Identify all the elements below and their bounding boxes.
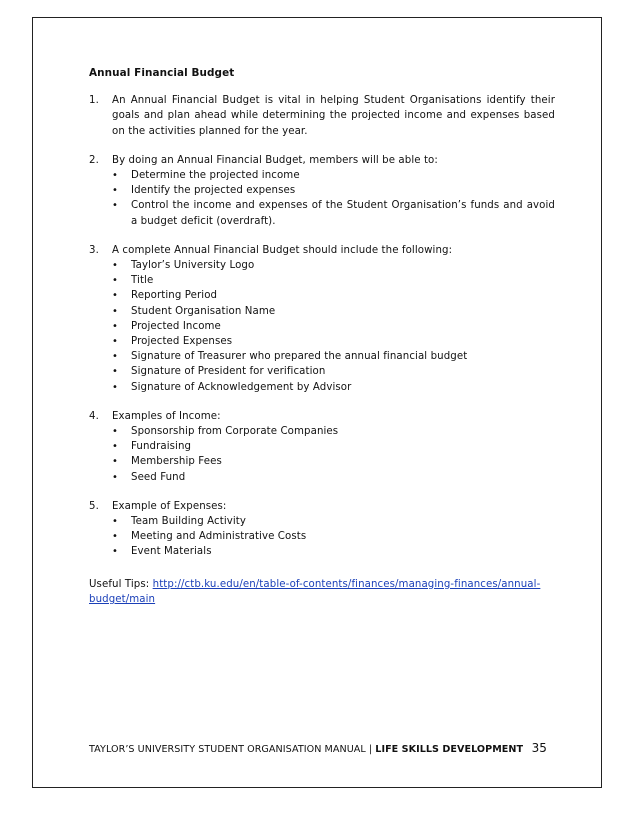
bullet-item — [112, 349, 555, 364]
bullet-text: Meeting and Administrative Costs — [131, 531, 307, 543]
numbered-section — [89, 243, 555, 395]
bullet-item — [112, 470, 555, 485]
bullet-item — [112, 183, 555, 198]
bullet-text: Determine the projected income — [131, 170, 300, 182]
bullet-text: Identify the projected expenses — [131, 185, 296, 197]
document-heading: Annual Financial Budget — [89, 67, 235, 79]
bullet-icon: • — [112, 546, 118, 558]
bullet-text: Taylor’s University Logo — [131, 260, 255, 272]
bullet-list — [89, 168, 555, 229]
bullet-text: Signature of Acknowledgement by Advisor — [131, 381, 352, 393]
bullet-text: Signature of President for verification — [131, 366, 326, 378]
bullet-item — [112, 364, 555, 379]
bullet-icon: • — [112, 426, 118, 438]
footer-manual-name: TAYLOR’S UNIVERSITY STUDENT ORGANISATION MANUAL | — [89, 744, 376, 755]
numbered-section — [89, 499, 555, 560]
bullet-item — [112, 304, 555, 319]
bullet-item — [112, 288, 555, 303]
bullet-item — [112, 198, 555, 228]
section-number: 5. — [89, 500, 99, 512]
tips-link[interactable]: http://ctb.ku.edu/en/table-of-contents/finances/managing-finances/annual-budget/main — [89, 578, 541, 605]
bullet-icon: • — [112, 441, 118, 453]
bullet-item — [112, 168, 555, 183]
bullet-item — [112, 334, 555, 349]
bullet-text: Projected Expenses — [131, 336, 233, 348]
bullet-icon: • — [112, 200, 118, 212]
bullet-list — [89, 514, 555, 560]
tips-label: Useful Tips: — [89, 578, 150, 590]
section-line — [89, 409, 555, 424]
section-number: 2. — [89, 154, 99, 166]
section-line — [89, 153, 555, 168]
bullet-text: Title — [131, 275, 154, 287]
bullet-text: Sponsorship from Corporate Companies — [131, 426, 339, 438]
section-text: By doing an Annual Financial Budget, members will be able to: — [112, 154, 438, 166]
bullet-icon: • — [112, 260, 118, 272]
document-body — [89, 66, 555, 607]
bullet-list — [89, 424, 555, 485]
bullet-item — [112, 319, 555, 334]
bullet-text: Reporting Period — [131, 290, 218, 302]
bullet-text: Fundraising — [131, 441, 192, 453]
bullet-text: Control the income and expenses of the Student Organisation’s funds and avoid a budget deficit (overdraft). — [131, 200, 555, 227]
numbered-section — [89, 93, 555, 139]
bullet-icon: • — [112, 170, 118, 182]
section-line — [89, 499, 555, 514]
section-text: Example of Expenses: — [112, 500, 227, 512]
section-text: Examples of Income: — [112, 410, 221, 422]
bullet-icon: • — [112, 471, 118, 483]
bullet-text: Event Materials — [131, 546, 212, 558]
bullet-item — [112, 273, 555, 288]
page-number: 35 — [531, 741, 547, 755]
bullet-item — [112, 258, 555, 273]
bullet-text: Team Building Activity — [131, 516, 247, 528]
bullet-icon: • — [112, 185, 118, 197]
footer-title — [89, 744, 523, 755]
bullet-text: Membership Fees — [131, 456, 222, 468]
bullet-icon: • — [112, 320, 118, 332]
section-number: 4. — [89, 410, 99, 422]
bullet-icon: • — [112, 456, 118, 468]
bullet-item — [112, 439, 555, 454]
bullet-item — [112, 514, 555, 529]
section-line — [89, 93, 555, 139]
bullet-item — [112, 544, 555, 559]
section-number: 1. — [89, 95, 99, 107]
bullet-icon: • — [112, 516, 118, 528]
section-text: An Annual Financial Budget is vital in helping Student Organisations identify their goals and plan ahead while determining the projected income and expenses based on the activities planned for the year. — [112, 95, 555, 137]
bullet-text: Signature of Treasurer who prepared the annual financial budget — [131, 351, 468, 363]
bullet-icon: • — [112, 366, 118, 378]
section-number: 3. — [89, 244, 99, 256]
bullet-list — [89, 258, 555, 395]
bullet-icon: • — [112, 351, 118, 363]
bullet-item — [112, 424, 555, 439]
bullet-icon: • — [112, 336, 118, 348]
bullet-icon: • — [112, 275, 118, 287]
numbered-section — [89, 153, 555, 229]
bullet-text: Projected Income — [131, 320, 221, 332]
section-text: A complete Annual Financial Budget should include the following: — [112, 244, 453, 256]
numbered-sections — [89, 93, 555, 559]
bullet-item — [112, 529, 555, 544]
bullet-icon: • — [112, 381, 118, 393]
numbered-section — [89, 409, 555, 485]
bullet-item — [112, 454, 555, 469]
bullet-text: Seed Fund — [131, 471, 186, 483]
bullet-icon: • — [112, 305, 118, 317]
bullet-text: Student Organisation Name — [131, 305, 276, 317]
bullet-icon: • — [112, 531, 118, 543]
page-footer — [89, 741, 547, 755]
useful-tips — [89, 577, 555, 607]
bullet-icon: • — [112, 290, 118, 302]
bullet-item — [112, 380, 555, 395]
footer-section-name: LIFE SKILLS DEVELOPMENT — [375, 744, 524, 755]
section-line — [89, 243, 555, 258]
